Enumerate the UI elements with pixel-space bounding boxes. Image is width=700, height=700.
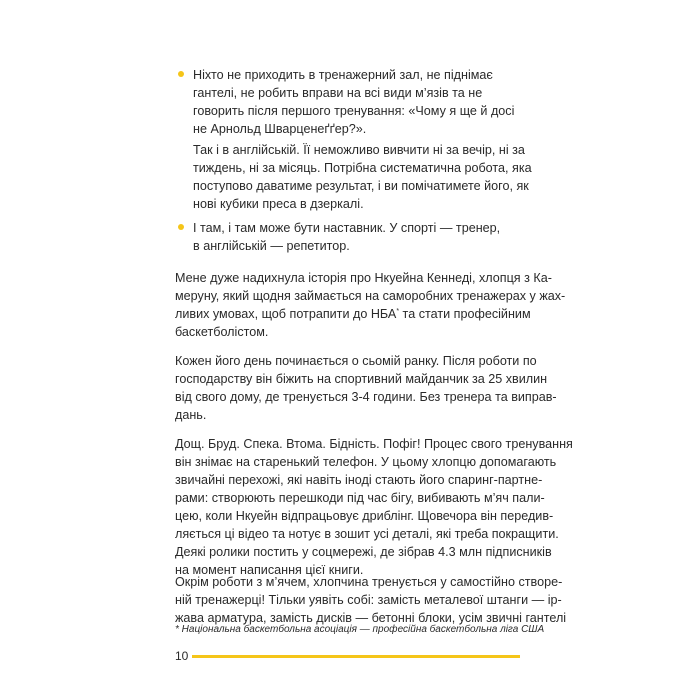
- paragraph-2-line-3: від свого дому, де тренується 3-4 години. Без тренера та виправ-: [175, 390, 557, 404]
- paragraph-2-line-1: Кожен його день починається о сьомій ранку. Після роботи по: [175, 354, 537, 368]
- paragraph-1-line-3: [175, 305, 531, 323]
- nba-tail-text: та стати професійним: [399, 307, 531, 321]
- bullet-dot-icon: [178, 71, 184, 77]
- paragraph-3-line-3: звичайні перехожі, які навіть іноді стають його спаринг-партне-: [175, 473, 543, 487]
- page-number: 10: [175, 649, 189, 663]
- paragraph-3-line-1: Дощ. Бруд. Спека. Втома. Бідність. Пофіг! Процес свого тренування: [175, 437, 573, 451]
- nba-footnote-marker: *: [396, 307, 400, 315]
- paragraph-4-line-3: жава арматура, замість дисків — бетонні блоки, усім звичні гантелі: [175, 611, 567, 625]
- paragraph-3-line-5: цею, коли Нкуейн відпрацьовує дриблінг. Щовечора він передив-: [175, 509, 554, 523]
- bullet-1-follow-line-2: тиждень, ні за місяць. Потрібна систематична робота, яка: [193, 161, 532, 175]
- paragraph-3-line-6: ляється ці відео та нотує в зошит усі деталі, які треба покращити.: [175, 527, 559, 541]
- bullet-1-follow-line-3: поступово даватиме результат, і ви помічатимете його, як: [193, 179, 529, 193]
- bullet-1-follow-line-1: Так і в англійській. Її неможливо вивчити ні за вечір, ні за: [193, 143, 525, 157]
- bullet-dot-icon: [178, 224, 184, 230]
- paragraph-2-line-2: господарству він біжить на спортивний майданчик за 25 хвилин: [175, 372, 548, 386]
- paragraph-2-line-4: дань.: [175, 408, 207, 422]
- paragraph-1-line-4: баскетболістом.: [175, 325, 269, 339]
- paragraph-1-line-1: Мене дуже надихнула історія про Нкуейна Кеннеді, хлопця з Ка-: [175, 271, 552, 285]
- paragraph-4-line-2: ній тренажерці! Тільки уявіть собі: замість металевої штанги — ір-: [175, 593, 562, 607]
- paragraph-3-line-2: він знімає на старенький телефон. У цьому хлопцю допомагають: [175, 455, 557, 469]
- paragraph-3-line-4: рами: створюють перешкоди під час бігу, вибивають м’яч пали-: [175, 491, 545, 505]
- bullet-1-follow-line-4: нові кубики преса в дзеркалі.: [193, 197, 364, 211]
- bullet-1-line-1: Ніхто не приходить в тренажерний зал, не піднімає: [193, 68, 493, 82]
- bullet-2-line-1: І там, і там може бути наставник. У спорті — тренер,: [193, 221, 501, 235]
- paragraph-3-line-7: Деякі ролики постить у соцмережі, де зібрав 4.3 млн підписників: [175, 545, 552, 559]
- bullet-1-line-2: гантелі, не робить вправи на всі види м’язів та не: [193, 86, 483, 100]
- paragraph-1-line-2: меруну, який щодня займається на саморобних тренажерах у жах-: [175, 289, 566, 303]
- footer-rule: [192, 655, 520, 658]
- nba-text: ливих умовах, щоб потрапити до НБА: [175, 307, 397, 321]
- bullet-1-line-4: не Арнольд Шварценеґґер?».: [193, 122, 367, 136]
- bullet-2-line-2: в англійській — репетитор.: [193, 239, 350, 253]
- footnote: * Національна баскетбольна асоціація — професійна баскетбольна ліга США: [175, 624, 545, 635]
- paragraph-3-line-8: на момент написання цієї книги.: [175, 563, 364, 577]
- bullet-1-line-3: говорить після першого тренування: «Чому я ще й досі: [193, 104, 515, 118]
- paragraph-4-line-1: Окрім роботи з м’ячем, хлопчина тренується у самостійно створе-: [175, 575, 563, 589]
